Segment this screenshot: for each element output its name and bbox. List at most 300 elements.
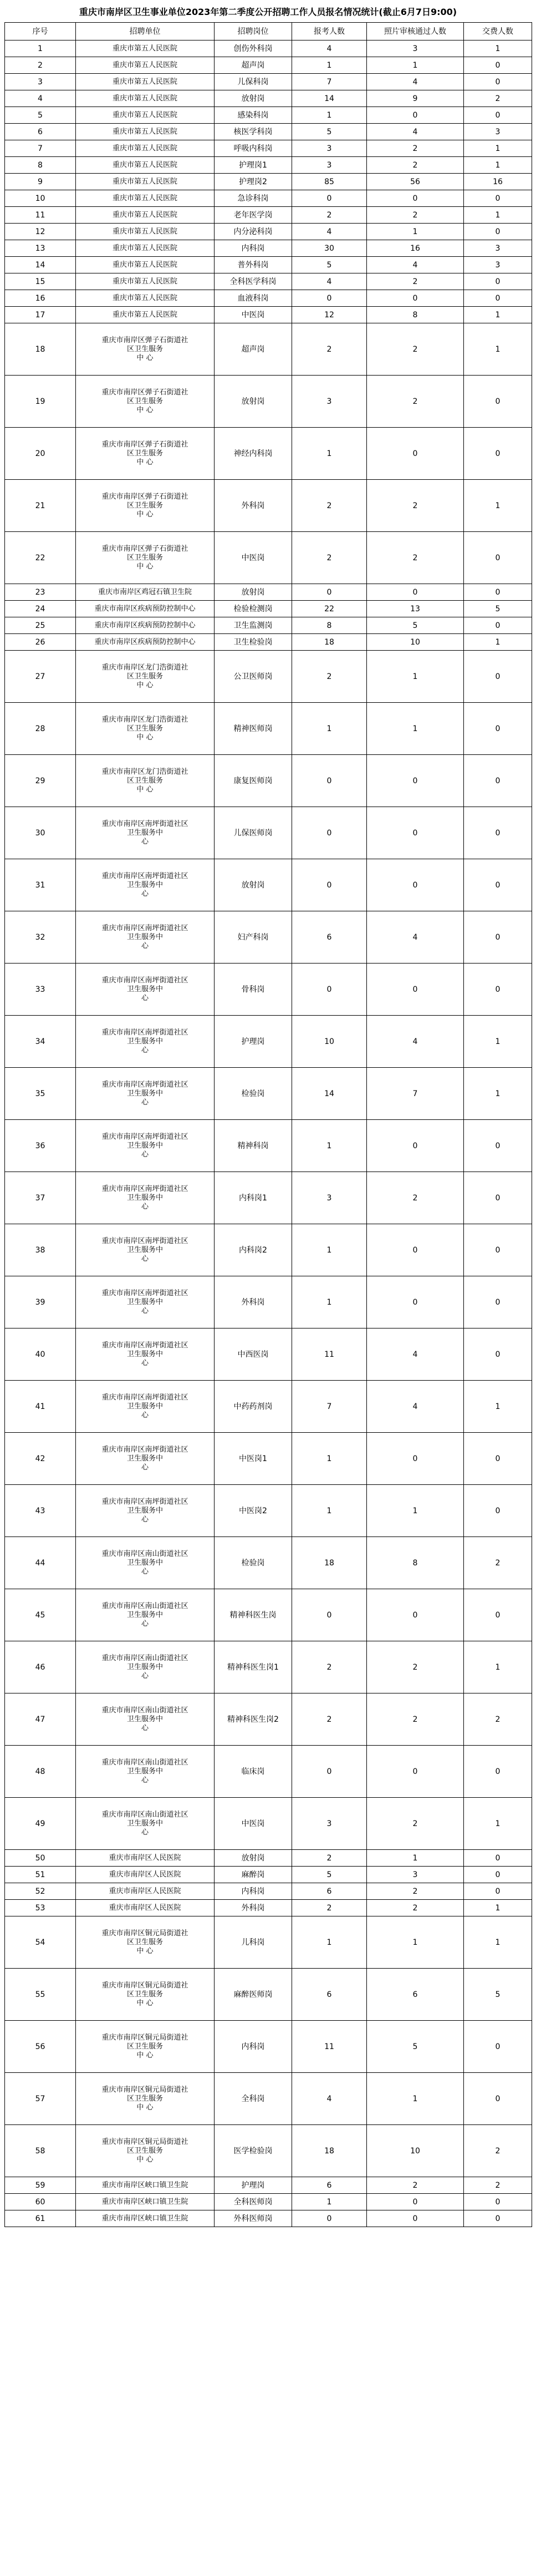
unit-line: 重庆市第五人民医院 — [112, 77, 177, 86]
post-cell: 精神医师岗 — [215, 703, 292, 755]
row-number: 46 — [5, 1641, 76, 1693]
unit-cell — [76, 2210, 215, 2227]
post-cell: 内科岗2 — [215, 1224, 292, 1276]
paid-cell: 0 — [464, 74, 532, 90]
unit-line: 卫生服务中 — [126, 1089, 163, 1098]
applicants-cell: 5 — [292, 1867, 367, 1883]
paid-cell: 0 — [464, 224, 532, 240]
post-cell: 呼吸内科岗 — [215, 140, 292, 157]
table-row — [5, 911, 532, 964]
post-cell: 内分泌科岗 — [215, 224, 292, 240]
unit-line: 重庆市南岸区峡口镇卫生院 — [101, 2214, 188, 2223]
unit-line: 卫生服务中 — [126, 1662, 163, 1671]
paid-cell: 3 — [464, 257, 532, 273]
unit-line: 卫生服务中 — [126, 828, 163, 837]
applicants-cell: 18 — [292, 634, 367, 651]
applicants-cell: 0 — [292, 755, 367, 807]
photo-approved-cell: 1 — [367, 1485, 464, 1537]
applicants-cell: 1 — [292, 1916, 367, 1969]
paid-cell: 1 — [464, 1016, 532, 1068]
applicants-cell: 5 — [292, 124, 367, 140]
unit-line: 重庆市南岸区龙门浩街道社 — [101, 663, 188, 672]
post-cell: 中医岗 — [215, 1798, 292, 1850]
photo-approved-cell: 3 — [367, 1867, 464, 1883]
row-number: 27 — [5, 651, 76, 703]
unit-line: 重庆市南岸区南坪街道社区 — [101, 1497, 188, 1506]
applicants-cell: 0 — [292, 807, 367, 859]
applicants-cell: 1 — [292, 2194, 367, 2210]
unit-cell — [76, 1328, 215, 1381]
post-cell: 血液科岗 — [215, 290, 292, 307]
unit-cell — [76, 90, 215, 107]
unit-cell — [76, 964, 215, 1016]
unit-line: 重庆市南岸区铜元局街道社 — [101, 1929, 188, 1938]
row-number: 23 — [5, 584, 76, 601]
paid-cell: 1 — [464, 1641, 532, 1693]
paid-cell: 0 — [464, 651, 532, 703]
row-number: 34 — [5, 1016, 76, 1068]
post-cell: 超声岗 — [215, 57, 292, 74]
unit-line: 重庆市南岸区南坪街道社区 — [101, 1289, 188, 1297]
row-number: 39 — [5, 1276, 76, 1328]
photo-approved-cell: 0 — [367, 428, 464, 480]
header-cell: 招聘岗位 — [215, 23, 292, 40]
post-cell: 卫生检验岗 — [215, 634, 292, 651]
row-number: 30 — [5, 807, 76, 859]
table-row — [5, 1883, 532, 1900]
unit-line: 中 心 — [136, 1999, 154, 2007]
post-cell: 护理岗1 — [215, 157, 292, 174]
post-cell: 外科岗 — [215, 480, 292, 532]
applicants-cell: 6 — [292, 911, 367, 964]
unit-line: 区卫生服务 — [126, 449, 163, 458]
unit-cell — [76, 207, 215, 224]
applicants-cell: 7 — [292, 74, 367, 90]
row-number: 55 — [5, 1969, 76, 2021]
paid-cell: 1 — [464, 480, 532, 532]
table-row — [5, 273, 532, 290]
unit-line: 卫生服务中 — [126, 1454, 163, 1463]
paid-cell: 0 — [464, 1867, 532, 1883]
row-number: 13 — [5, 240, 76, 257]
applicants-cell: 11 — [292, 1328, 367, 1381]
paid-cell: 0 — [464, 755, 532, 807]
applicants-cell: 0 — [292, 1746, 367, 1798]
post-cell: 中医岗1 — [215, 1433, 292, 1485]
unit-line: 卫生服务中 — [126, 1141, 163, 1150]
unit-line: 重庆市第五人民医院 — [112, 194, 177, 202]
table-row — [5, 651, 532, 703]
unit-line: 区卫生服务 — [126, 724, 163, 733]
paid-cell: 1 — [464, 140, 532, 157]
post-cell: 内科岗1 — [215, 1172, 292, 1224]
paid-cell: 3 — [464, 124, 532, 140]
unit-line: 中 心 — [136, 681, 154, 689]
unit-cell — [76, 1641, 215, 1693]
unit-cell — [76, 257, 215, 273]
post-cell: 外科医师岗 — [215, 2210, 292, 2227]
post-cell: 全科医师岗 — [215, 2194, 292, 2210]
table-row — [5, 1016, 532, 1068]
paid-cell: 0 — [464, 617, 532, 634]
post-cell: 全科岗 — [215, 2073, 292, 2125]
table-body — [5, 40, 532, 2227]
row-number: 2 — [5, 57, 76, 74]
applicants-cell: 1 — [292, 1433, 367, 1485]
paid-cell: 1 — [464, 40, 532, 57]
unit-line: 重庆市南岸区南坪街道社区 — [101, 819, 188, 828]
unit-line: 心 — [141, 993, 149, 1002]
paid-cell: 1 — [464, 323, 532, 376]
unit-line: 中 心 — [136, 353, 154, 362]
table-row — [5, 2177, 532, 2194]
unit-line: 卫生服务中 — [126, 880, 163, 889]
row-number: 8 — [5, 157, 76, 174]
unit-line: 卫生服务中 — [126, 1350, 163, 1358]
table-row — [5, 964, 532, 1016]
unit-line: 重庆市南岸区峡口镇卫生院 — [101, 2197, 188, 2206]
paid-cell: 1 — [464, 1900, 532, 1916]
post-cell: 中医岗 — [215, 532, 292, 584]
post-cell: 卫生监测岗 — [215, 617, 292, 634]
paid-cell: 2 — [464, 1537, 532, 1589]
photo-approved-cell: 2 — [367, 1883, 464, 1900]
post-cell: 放射岗 — [215, 90, 292, 107]
row-number: 58 — [5, 2125, 76, 2177]
row-number: 1 — [5, 40, 76, 57]
paid-cell: 0 — [464, 273, 532, 290]
unit-cell — [76, 1693, 215, 1746]
unit-cell — [76, 240, 215, 257]
post-cell: 麻醉医师岗 — [215, 1969, 292, 2021]
unit-cell — [76, 1276, 215, 1328]
row-number: 56 — [5, 2021, 76, 2073]
row-number: 33 — [5, 964, 76, 1016]
photo-approved-cell: 2 — [367, 1172, 464, 1224]
applicants-cell: 3 — [292, 376, 367, 428]
table-row — [5, 2021, 532, 2073]
unit-line: 心 — [141, 1046, 149, 1054]
post-cell: 中医岗 — [215, 307, 292, 323]
unit-cell — [76, 323, 215, 376]
row-number: 59 — [5, 2177, 76, 2194]
photo-approved-cell: 2 — [367, 1693, 464, 1746]
row-number: 49 — [5, 1798, 76, 1850]
unit-line: 心 — [141, 1098, 149, 1107]
paid-cell: 2 — [464, 2125, 532, 2177]
post-cell: 妇产科岗 — [215, 911, 292, 964]
photo-approved-cell: 0 — [367, 807, 464, 859]
post-cell: 检验岗 — [215, 1537, 292, 1589]
post-cell: 儿保科岗 — [215, 74, 292, 90]
photo-approved-cell: 4 — [367, 1381, 464, 1433]
table-row — [5, 207, 532, 224]
post-cell: 精神科医生岗2 — [215, 1693, 292, 1746]
photo-approved-cell: 2 — [367, 1900, 464, 1916]
table-row — [5, 1328, 532, 1381]
post-cell: 护理岗2 — [215, 174, 292, 190]
photo-approved-cell: 2 — [367, 1798, 464, 1850]
unit-cell — [76, 1068, 215, 1120]
table-row — [5, 74, 532, 90]
unit-line: 卫生服务中 — [126, 1610, 163, 1619]
unit-cell — [76, 40, 215, 57]
post-cell: 急诊科岗 — [215, 190, 292, 207]
table-row — [5, 1850, 532, 1867]
unit-line: 重庆市南岸区弹子石街道社 — [101, 388, 188, 397]
photo-approved-cell: 0 — [367, 190, 464, 207]
applicants-cell: 0 — [292, 859, 367, 911]
applicants-cell: 3 — [292, 157, 367, 174]
paid-cell: 5 — [464, 601, 532, 617]
applicants-cell: 8 — [292, 617, 367, 634]
post-cell: 儿科岗 — [215, 1916, 292, 1969]
applicants-cell: 1 — [292, 1276, 367, 1328]
unit-line: 重庆市南岸区鸡冠石镇卫生院 — [98, 587, 192, 596]
unit-cell — [76, 755, 215, 807]
row-number: 35 — [5, 1068, 76, 1120]
paid-cell: 2 — [464, 2177, 532, 2194]
table-row — [5, 1433, 532, 1485]
applicants-cell: 5 — [292, 257, 367, 273]
unit-cell — [76, 601, 215, 617]
table-row — [5, 1276, 532, 1328]
applicants-cell: 85 — [292, 174, 367, 190]
row-number: 60 — [5, 2194, 76, 2210]
paid-cell: 1 — [464, 157, 532, 174]
post-cell: 内科岗 — [215, 2021, 292, 2073]
photo-approved-cell: 2 — [367, 2177, 464, 2194]
unit-cell — [76, 1798, 215, 1850]
unit-line: 重庆市第五人民医院 — [112, 144, 177, 153]
photo-approved-cell: 4 — [367, 1328, 464, 1381]
paid-cell: 0 — [464, 2073, 532, 2125]
unit-cell — [76, 2125, 215, 2177]
unit-cell — [76, 1172, 215, 1224]
unit-line: 重庆市南岸区南坪街道社区 — [101, 1028, 188, 1037]
applicants-cell: 0 — [292, 2210, 367, 2227]
table-row — [5, 124, 532, 140]
unit-cell — [76, 1016, 215, 1068]
unit-cell — [76, 174, 215, 190]
unit-cell — [76, 1916, 215, 1969]
row-number: 26 — [5, 634, 76, 651]
applicants-cell: 2 — [292, 1850, 367, 1867]
unit-cell — [76, 1969, 215, 2021]
paid-cell: 0 — [464, 1883, 532, 1900]
paid-cell: 1 — [464, 207, 532, 224]
table-row — [5, 1746, 532, 1798]
table-row — [5, 1172, 532, 1224]
unit-line: 重庆市南岸区南坪街道社区 — [101, 871, 188, 880]
unit-line: 卫生服务中 — [126, 1245, 163, 1254]
row-number: 31 — [5, 859, 76, 911]
row-number: 50 — [5, 1850, 76, 1867]
unit-line: 中 心 — [136, 458, 154, 466]
header-cell: 照片审核通过人数 — [367, 23, 464, 40]
paid-cell: 0 — [464, 1224, 532, 1276]
unit-line: 区卫生服务 — [126, 2146, 163, 2155]
paid-cell: 1 — [464, 307, 532, 323]
unit-cell — [76, 703, 215, 755]
unit-line: 重庆市南岸区南坪街道社区 — [101, 976, 188, 985]
unit-line: 重庆市南岸区南坪街道社区 — [101, 1236, 188, 1245]
applicants-cell: 10 — [292, 1016, 367, 1068]
unit-cell — [76, 1433, 215, 1485]
table-row — [5, 2073, 532, 2125]
unit-line: 区卫生服务 — [126, 1938, 163, 1946]
paid-cell: 0 — [464, 1328, 532, 1381]
table-row — [5, 755, 532, 807]
paid-cell: 0 — [464, 1276, 532, 1328]
post-cell: 放射岗 — [215, 376, 292, 428]
row-number: 10 — [5, 190, 76, 207]
post-cell: 临床岗 — [215, 1746, 292, 1798]
photo-approved-cell: 4 — [367, 1016, 464, 1068]
row-number: 18 — [5, 323, 76, 376]
unit-line: 卫生服务中 — [126, 1715, 163, 1723]
photo-approved-cell: 2 — [367, 532, 464, 584]
paid-cell: 0 — [464, 1120, 532, 1172]
table-row — [5, 532, 532, 584]
unit-line: 重庆市南岸区龙门浩街道社 — [101, 715, 188, 724]
unit-line: 重庆市南岸区弹子石街道社 — [101, 544, 188, 553]
post-cell: 精神科医生岗 — [215, 1589, 292, 1641]
row-number: 28 — [5, 703, 76, 755]
table-row — [5, 1867, 532, 1883]
applicants-cell: 1 — [292, 1485, 367, 1537]
post-cell: 护理岗 — [215, 1016, 292, 1068]
table-row — [5, 634, 532, 651]
table-row — [5, 480, 532, 532]
paid-cell: 0 — [464, 107, 532, 124]
unit-cell — [76, 2021, 215, 2073]
unit-line: 重庆市第五人民医院 — [112, 244, 177, 252]
unit-line: 重庆市南岸区疾病预防控制中心 — [94, 637, 196, 646]
unit-line: 心 — [141, 1306, 149, 1315]
table-row — [5, 1120, 532, 1172]
post-cell: 儿保医师岗 — [215, 807, 292, 859]
table-row — [5, 224, 532, 240]
unit-line: 重庆市南岸区南山街道社区 — [101, 1706, 188, 1715]
table-row — [5, 428, 532, 480]
unit-line: 重庆市南岸区铜元局街道社 — [101, 2137, 188, 2146]
table-row — [5, 307, 532, 323]
paid-cell: 0 — [464, 964, 532, 1016]
applicants-cell: 0 — [292, 290, 367, 307]
applicants-cell: 0 — [292, 1589, 367, 1641]
unit-cell — [76, 2073, 215, 2125]
photo-approved-cell: 7 — [367, 1068, 464, 1120]
unit-line: 重庆市南岸区南山街道社区 — [101, 1549, 188, 1558]
table-row — [5, 376, 532, 428]
row-number: 3 — [5, 74, 76, 90]
unit-line: 重庆市南岸区弹子石街道社 — [101, 492, 188, 501]
paid-cell: 0 — [464, 376, 532, 428]
unit-cell — [76, 224, 215, 240]
paid-cell: 0 — [464, 2210, 532, 2227]
post-cell: 放射岗 — [215, 1850, 292, 1867]
paid-cell: 1 — [464, 1381, 532, 1433]
post-cell: 中医岗2 — [215, 1485, 292, 1537]
post-cell: 全科医学科岗 — [215, 273, 292, 290]
applicants-cell: 0 — [292, 964, 367, 1016]
row-number: 38 — [5, 1224, 76, 1276]
unit-line: 中 心 — [136, 405, 154, 414]
table-row — [5, 1068, 532, 1120]
unit-cell — [76, 1589, 215, 1641]
row-number: 52 — [5, 1883, 76, 1900]
unit-line: 卫生服务中 — [126, 1819, 163, 1828]
row-number: 11 — [5, 207, 76, 224]
unit-line: 重庆市南岸区南山街道社区 — [101, 1601, 188, 1610]
post-cell: 神经内科岗 — [215, 428, 292, 480]
photo-approved-cell: 5 — [367, 2021, 464, 2073]
unit-cell — [76, 2177, 215, 2194]
unit-line: 重庆市第五人民医院 — [112, 210, 177, 219]
post-cell: 内科岗 — [215, 1883, 292, 1900]
unit-line: 重庆市南岸区南山街道社区 — [101, 1758, 188, 1767]
unit-line: 中 心 — [136, 1946, 154, 1955]
paid-cell: 1 — [464, 1068, 532, 1120]
unit-line: 区卫生服务 — [126, 553, 163, 562]
unit-cell — [76, 807, 215, 859]
applicants-cell: 2 — [292, 323, 367, 376]
unit-line: 心 — [141, 941, 149, 950]
photo-approved-cell: 0 — [367, 2210, 464, 2227]
unit-line: 卫生服务中 — [126, 932, 163, 941]
row-number: 51 — [5, 1867, 76, 1883]
applicants-cell: 3 — [292, 1172, 367, 1224]
photo-approved-cell: 0 — [367, 1746, 464, 1798]
photo-approved-cell: 0 — [367, 1224, 464, 1276]
paid-cell: 0 — [464, 2194, 532, 2210]
post-cell: 老年医学岗 — [215, 207, 292, 224]
unit-line: 重庆市南岸区南坪街道社区 — [101, 1393, 188, 1402]
header-cell: 交费人数 — [464, 23, 532, 40]
unit-line: 卫生服务中 — [126, 985, 163, 993]
applicants-cell: 4 — [292, 2073, 367, 2125]
unit-line: 重庆市南岸区南坪街道社区 — [101, 1132, 188, 1141]
photo-approved-cell: 3 — [367, 40, 464, 57]
photo-approved-cell: 0 — [367, 755, 464, 807]
row-number: 6 — [5, 124, 76, 140]
table-row — [5, 240, 532, 257]
applicants-cell: 2 — [292, 480, 367, 532]
photo-approved-cell: 0 — [367, 1433, 464, 1485]
table-row — [5, 140, 532, 157]
row-number: 57 — [5, 2073, 76, 2125]
unit-line: 心 — [141, 1567, 149, 1576]
unit-line: 心 — [141, 889, 149, 898]
post-cell: 精神科医生岗1 — [215, 1641, 292, 1693]
row-number: 43 — [5, 1485, 76, 1537]
post-cell: 内科岗 — [215, 240, 292, 257]
photo-approved-cell: 6 — [367, 1969, 464, 2021]
row-number: 42 — [5, 1433, 76, 1485]
unit-cell — [76, 190, 215, 207]
row-number: 36 — [5, 1120, 76, 1172]
row-number: 37 — [5, 1172, 76, 1224]
paid-cell: 0 — [464, 428, 532, 480]
applicants-cell: 2 — [292, 207, 367, 224]
unit-cell — [76, 107, 215, 124]
unit-line: 心 — [141, 1619, 149, 1628]
unit-line: 心 — [141, 1828, 149, 1837]
unit-cell — [76, 1850, 215, 1867]
unit-cell — [76, 290, 215, 307]
paid-cell: 0 — [464, 1850, 532, 1867]
